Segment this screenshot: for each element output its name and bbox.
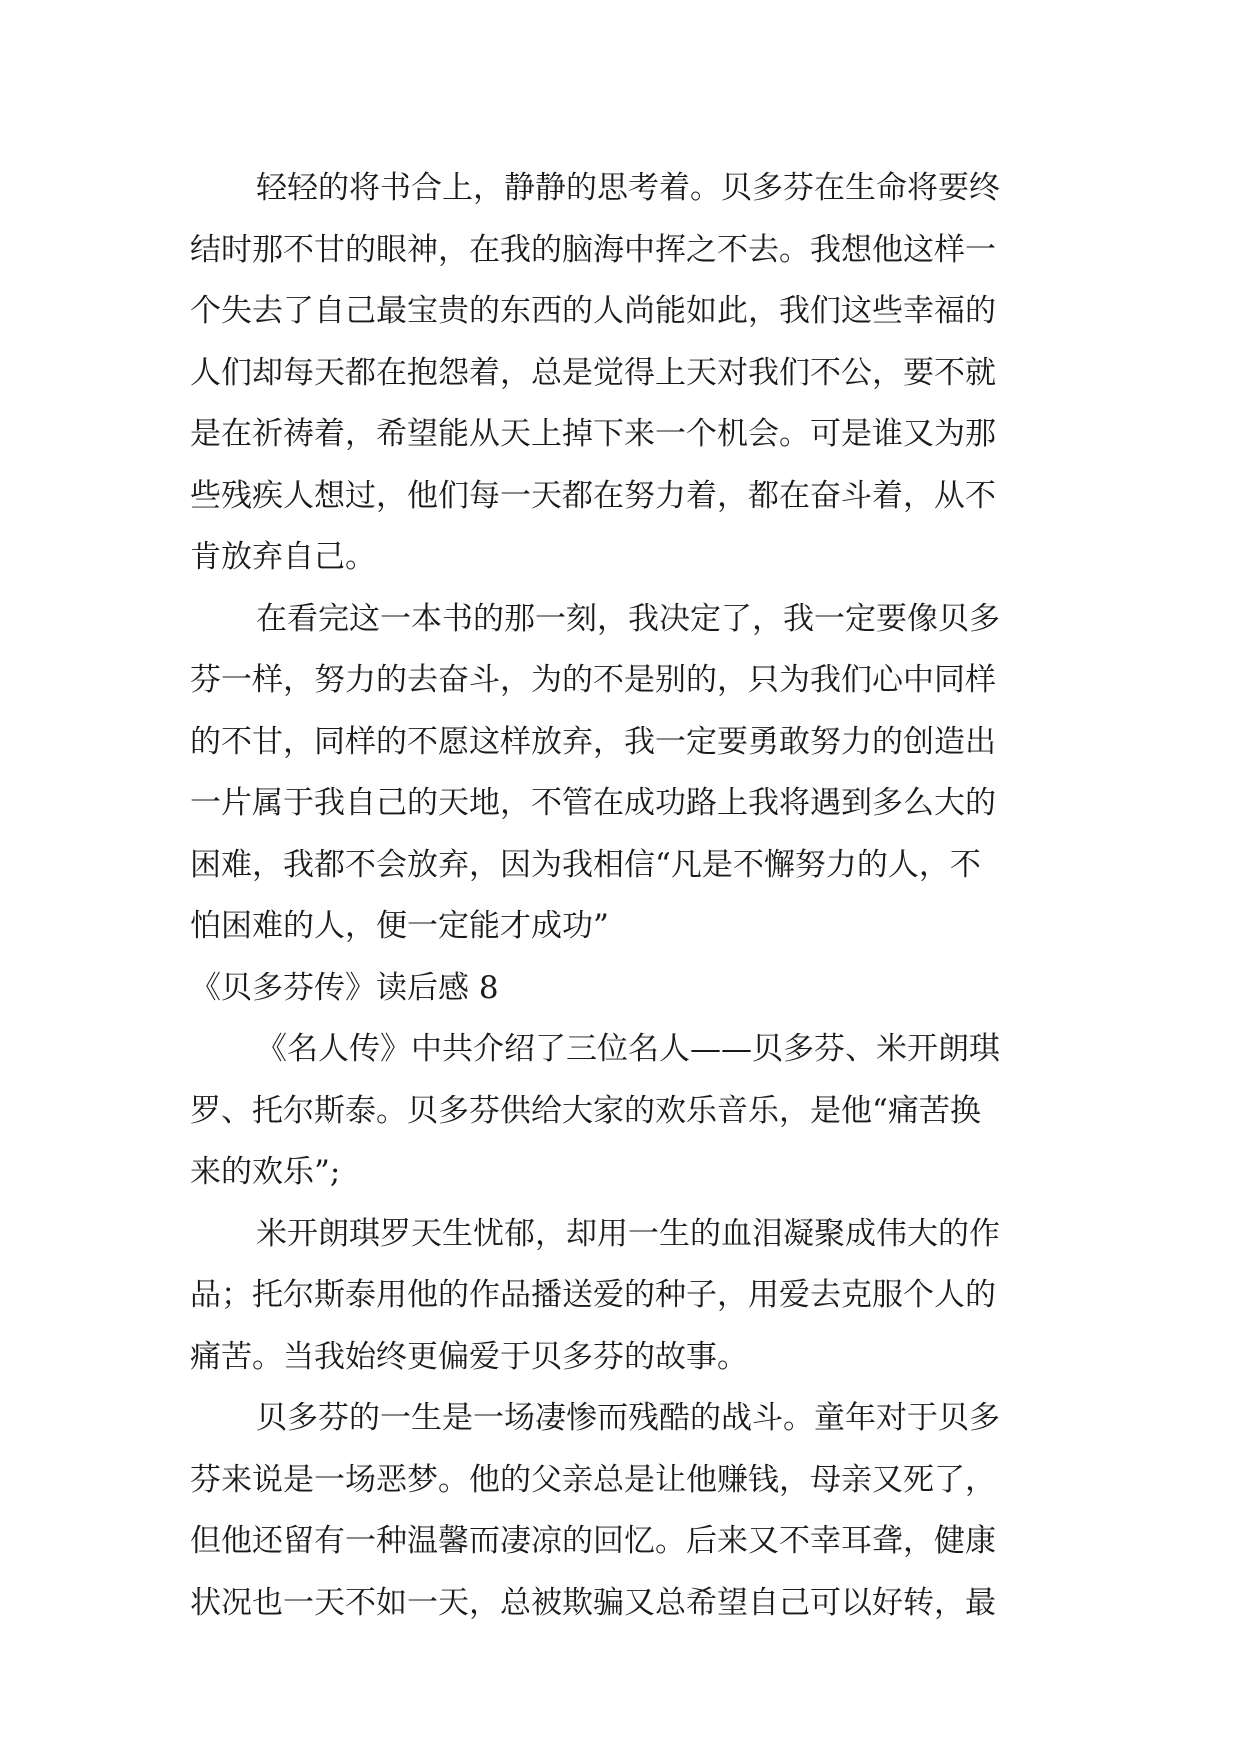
section-heading: 《贝多芬传》读后感 8 (190, 969, 499, 1006)
paragraph-line: 困难，我都不会放弃，因为我相信“凡是不懈努力的人，不 (190, 846, 981, 883)
paragraph-line: 的不甘，同样的不愿这样放弃，我一定要勇敢努力的创造出 (190, 723, 996, 760)
paragraph-line: 贝多芬的一生是一场凄惨而残酷的战斗。童年对于贝多 (256, 1400, 1000, 1436)
paragraph-line: 《名人传》中共介绍了三位名人——贝多芬、米开朗琪 (256, 1031, 1000, 1067)
paragraph-line: 品；托尔斯泰用他的作品播送爱的种子，用爱去克服个人的 (190, 1277, 996, 1313)
paragraph-line: 个失去了自己最宝贵的东西的人尚能如此，我们这些幸福的 (190, 293, 996, 329)
paragraph-line: 罗、托尔斯泰。贝多芬供给大家的欢乐音乐，是他“痛苦换 (190, 1092, 981, 1129)
paragraph-line: 在看完这一本书的那一刻，我决定了，我一定要像贝多 (256, 600, 1000, 637)
paragraph-line: 米开朗琪罗天生忧郁，却用一生的血泪凝聚成伟大的作 (256, 1215, 1000, 1252)
paragraph-line: 芬来说是一场恶梦。他的父亲总是让他赚钱，母亲又死了， (190, 1461, 996, 1498)
paragraph-line: 些残疾人想过，他们每一天都在努力着，都在奋斗着，从不 (190, 477, 996, 514)
paragraph-line: 肯放弃自己。 (190, 539, 376, 575)
paragraph-line: 但他还留有一种温馨而凄凉的回忆。后来又不幸耳聋，健康 (190, 1523, 996, 1559)
paragraph-line: 轻轻的将书合上，静静的思考着。贝多芬在生命将要终 (256, 170, 1000, 206)
paragraph-line: 状况也一天不如一天，总被欺骗又总希望自己可以好转，最 (190, 1584, 996, 1621)
paragraph-line: 是在祈祷着，希望能从天上掉下来一个机会。可是谁又为那 (190, 416, 996, 452)
paragraph-line: 一片属于我自己的天地，不管在成功路上我将遇到多么大的 (190, 785, 996, 821)
paragraph-line: 芬一样，努力的去奋斗，为的不是别的，只为我们心中同样 (190, 662, 996, 698)
paragraph-line: 来的欢乐”; (190, 1154, 341, 1190)
paragraph-line: 痛苦。当我始终更偏爱于贝多芬的故事。 (190, 1338, 748, 1375)
paragraph-line: 怕困难的人，便一定能才成功” (190, 908, 609, 944)
paragraph-line: 人们却每天都在抱怨着，总是觉得上天对我们不公，要不就 (190, 354, 996, 391)
document-body (190, 158, 1058, 1634)
paragraph-line: 结时那不甘的眼神，在我的脑海中挥之不去。我想他这样一 (190, 231, 996, 268)
